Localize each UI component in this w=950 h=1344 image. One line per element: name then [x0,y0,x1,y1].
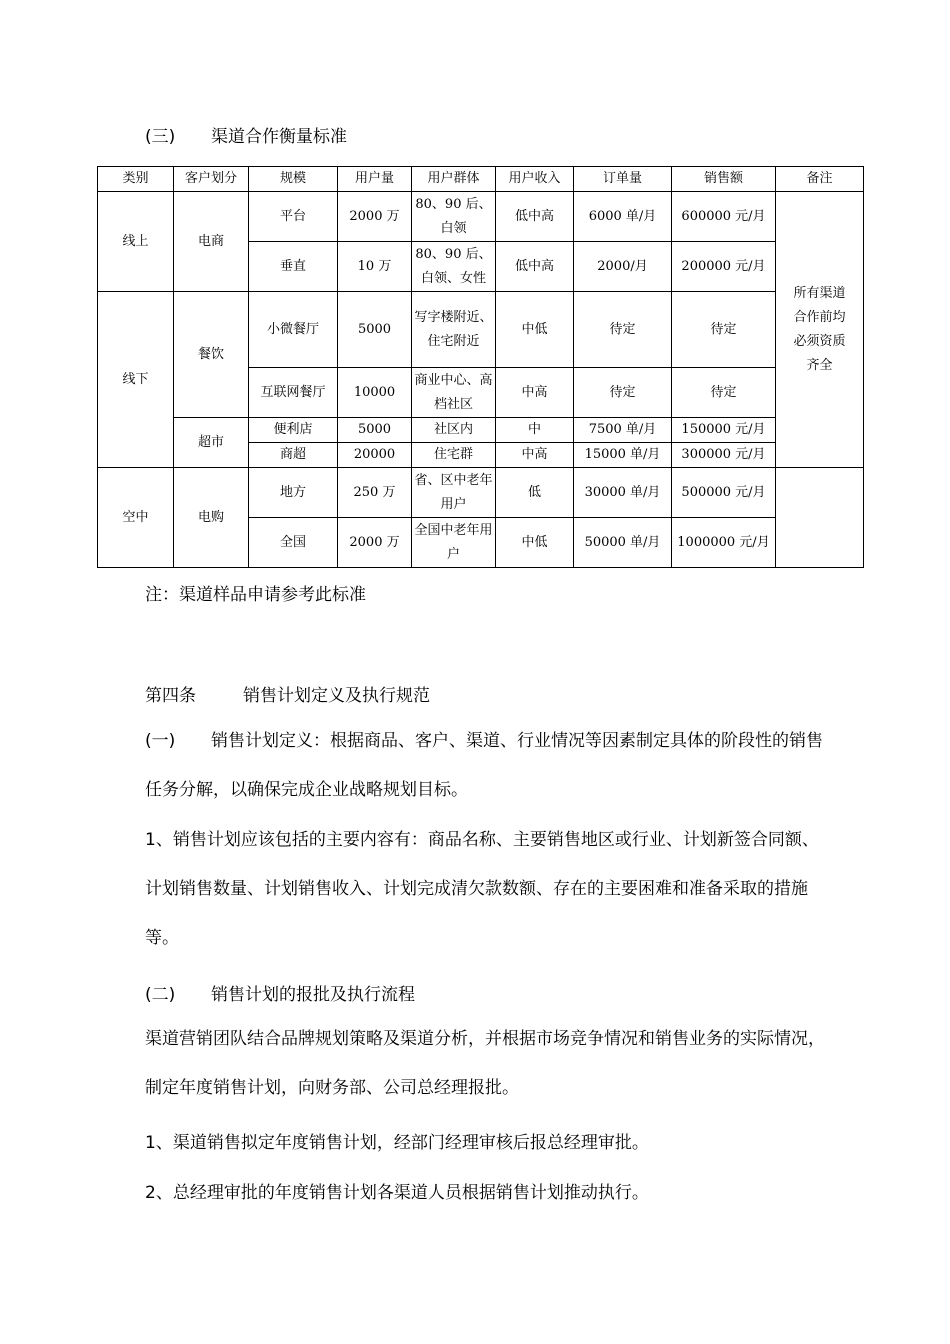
header-cell: 销售额 [672,167,776,192]
table-cell: 中低 [496,292,574,368]
table-cell: 20000 [338,443,412,468]
header-cell: 规模 [249,167,338,192]
table-row [98,418,864,443]
table-cell: 6000 单/月 [574,192,672,242]
table-cell: 小微餐厅 [249,292,338,368]
table-cell: 地方 [249,468,338,518]
segment-cell: 餐饮 [174,292,249,418]
table-cell: 5000 [338,418,412,443]
table-row [98,292,864,368]
subsection-1 [145,717,825,815]
segment-cell: 超市 [174,418,249,468]
section-number: (三) [145,127,176,147]
table-note: 注：渠道样品申请参考此标准 [145,585,366,605]
header-cell: 用户群体 [412,167,496,192]
header-cell: 用户量 [338,167,412,192]
remark-empty-cell [776,468,864,568]
table-cell: 10000 [338,368,412,418]
table-cell: 全国 [249,518,338,568]
process-step-1: 1、渠道销售拟定年度销售计划，经部门经理审核后报总经理审批。 [145,1133,649,1153]
header-cell: 备注 [776,167,864,192]
table-row [98,192,864,242]
table-cell: 低 [496,468,574,518]
article-heading-4 [145,681,430,706]
section-heading-3 [145,122,347,147]
table-cell: 低中高 [496,242,574,292]
segment-cell: 电购 [174,468,249,568]
table-cell: 中高 [496,443,574,468]
subsection-title: 销售计划的报批及执行流程 [211,985,415,1005]
table-cell: 80、90 后、白领、女性 [412,242,496,292]
header-cell: 用户收入 [496,167,574,192]
channel-standard-table [97,166,864,568]
category-cell: 空中 [98,468,174,568]
table-cell: 垂直 [249,242,338,292]
table-cell: 便利店 [249,418,338,443]
table-cell: 500000 元/月 [672,468,776,518]
table-cell: 低中高 [496,192,574,242]
table-cell: 10 万 [338,242,412,292]
header-cell: 订单量 [574,167,672,192]
table-cell: 中 [496,418,574,443]
table-cell: 250 万 [338,468,412,518]
remark-cell: 所有渠道合作前均必须资质齐全 [776,192,864,468]
segment-cell: 电商 [174,192,249,292]
table-cell: 住宅群 [412,443,496,468]
category-cell: 线下 [98,292,174,468]
table-cell: 2000 万 [338,192,412,242]
table-cell: 省、区中老年用户 [412,468,496,518]
table-header-row [98,167,864,192]
table-cell: 1000000 元/月 [672,518,776,568]
table-cell: 商业中心、高档社区 [412,368,496,418]
table-cell: 200000 元/月 [672,242,776,292]
header-cell: 客户划分 [174,167,249,192]
table-cell: 2000 万 [338,518,412,568]
table-cell: 全国中老年用户 [412,518,496,568]
section-title: 渠道合作衡量标准 [211,127,347,147]
process-step-2: 2、总经理审批的年度销售计划各渠道人员根据销售计划推动执行。 [145,1183,649,1203]
table-cell: 中低 [496,518,574,568]
table-cell: 50000 单/月 [574,518,672,568]
subsection-text: 销售计划定义：根据商品、客户、渠道、行业情况等因素制定具体的阶段性的销售任务分解，以确保完成企业战略规划目标。 [145,731,823,800]
table-cell: 30000 单/月 [574,468,672,518]
article-number: 第四条 [145,686,196,706]
table-cell: 7500 单/月 [574,418,672,443]
table-cell: 商超 [249,443,338,468]
table-cell: 中高 [496,368,574,418]
table-cell: 平台 [249,192,338,242]
table-cell: 待定 [672,292,776,368]
table-row [98,468,864,518]
plan-content-item: 1、销售计划应该包括的主要内容有：商品名称、主要销售地区或行业、计划新签合同额、计划销售数量、计划销售收入、计划完成清欠款数额、存在的主要困难和准备采取的措施等。 [145,830,819,948]
table-cell: 待定 [574,368,672,418]
table-cell: 15000 单/月 [574,443,672,468]
table-cell: 待定 [672,368,776,418]
article-title: 销售计划定义及执行规范 [243,686,430,706]
table-cell: 150000 元/月 [672,418,776,443]
table-cell: 5000 [338,292,412,368]
table-cell: 2000/月 [574,242,672,292]
process-paragraph: 渠道营销团队结合品牌规划策略及渠道分析，并根据市场竞争情况和销售业务的实际情况，制定年度销售计划，向财务部、公司总经理报批。 [145,1029,825,1098]
subsection-heading-2 [145,980,415,1005]
table-cell: 待定 [574,292,672,368]
table-cell: 社区内 [412,418,496,443]
table-cell: 600000 元/月 [672,192,776,242]
table-cell: 80、90 后、白领 [412,192,496,242]
category-cell: 线上 [98,192,174,292]
table-cell: 写字楼附近、住宅附近 [412,292,496,368]
table-cell: 互联网餐厅 [249,368,338,418]
header-cell: 类别 [98,167,174,192]
table-cell: 300000 元/月 [672,443,776,468]
subsection-number: (一) [145,731,176,751]
subsection-number: (二) [145,985,176,1005]
